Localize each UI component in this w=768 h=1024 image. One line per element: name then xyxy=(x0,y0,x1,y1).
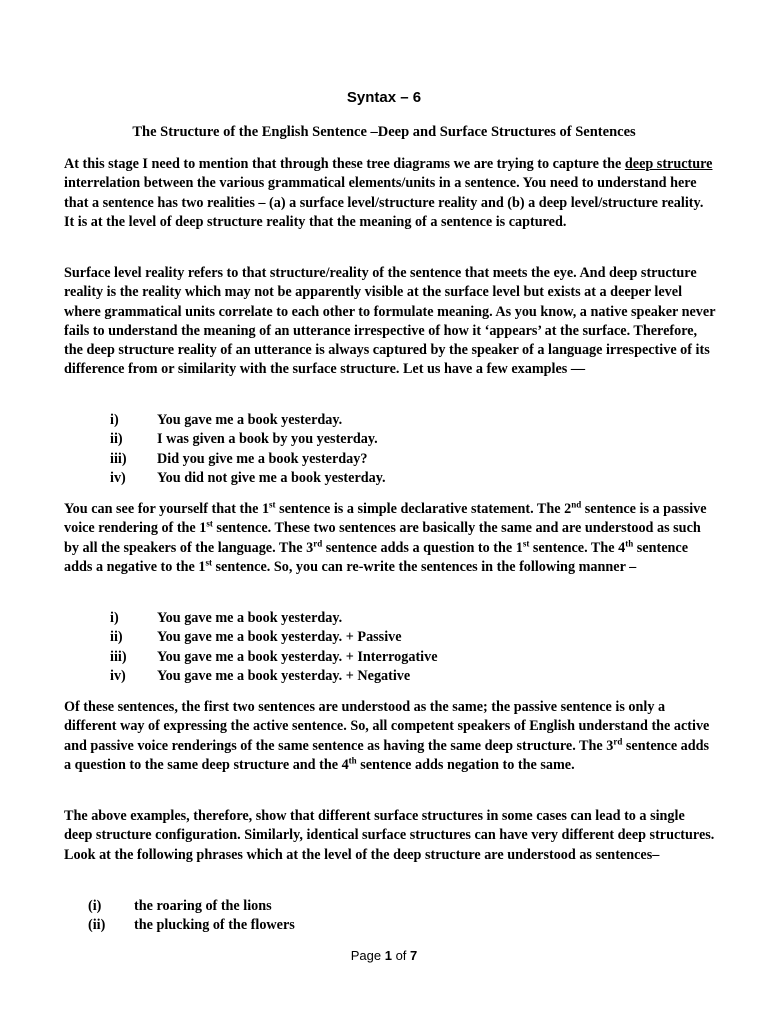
ordinal-suffix: st xyxy=(205,557,212,568)
underlined-term: deep structure xyxy=(624,156,713,172)
list-item-number: i) xyxy=(110,610,119,626)
paragraph-5-text: The above examples, therefore, show that different surface structures in some cases can lead to a single deep structure configuration. Similarly, identical surface structures can have very different deep structures. Look at the following phrases which at the level of the deep structure are understood as sentences– xyxy=(64,808,715,863)
list-item xyxy=(110,450,386,469)
p3-seg: sentence is a passive voice rendering of the 1 xyxy=(64,501,707,537)
list-item-number: ii) xyxy=(110,431,123,448)
p3-seg: sentence. So, you can re-write the sentences in the following manner – xyxy=(211,558,637,575)
list-item xyxy=(88,897,295,916)
ordinal-suffix: st xyxy=(206,518,213,529)
list-item-text: You gave me a book yesterday. xyxy=(157,610,343,626)
list-item xyxy=(110,469,386,488)
example-list-3 xyxy=(88,897,295,936)
current-page-number: 1 xyxy=(384,948,392,963)
p4-seg: Of these sentences, the first two sentences are understood as the same; the passive sentence is only a different way of expressing the active sentence. So, all competent speakers of English understand the active and passive voice renderings of the same sentence as having the same deep structure. The 3 xyxy=(64,699,710,754)
paragraph-4 xyxy=(64,698,716,775)
list-item-text: the plucking of the flowers xyxy=(134,917,295,934)
ordinal-suffix: nd xyxy=(571,499,582,510)
list-item-text: You did not give me a book yesterday. xyxy=(157,469,386,486)
list-item-text: I was given a book by you yesterday. xyxy=(157,431,378,448)
paragraph-2 xyxy=(64,264,716,380)
list-item xyxy=(110,628,438,647)
list-item-text: You gave me a book yesterday. xyxy=(157,412,343,428)
list-item-text: the roaring of the lions xyxy=(134,898,272,914)
p3-seg: sentence is a simple declarative statement. The 2 xyxy=(275,501,572,517)
list-item-text: You gave me a book yesterday. + Negative xyxy=(157,667,411,684)
ordinal-suffix: th xyxy=(625,537,634,548)
list-item-number: i) xyxy=(110,412,119,428)
paragraph-5 xyxy=(64,807,716,865)
list-item-number: iii) xyxy=(110,648,127,665)
list-item xyxy=(110,430,386,449)
p3-seg: sentence adds a negative to the 1 xyxy=(64,539,688,575)
p3-seg: You can see for yourself that the 1 xyxy=(64,501,270,517)
list-item xyxy=(110,667,438,686)
list-item xyxy=(110,411,386,430)
page-footer xyxy=(0,948,768,963)
of-label: of xyxy=(395,948,407,963)
list-item-number: iv) xyxy=(110,469,126,486)
list-item-text: You gave me a book yesterday. + Interrogative xyxy=(157,648,438,665)
list-item-text: You gave me a book yesterday. + Passive xyxy=(157,629,402,646)
p3-seg: sentence. These two sentences are basically the same and are understood as such by all the speakers of the language. The 3 xyxy=(64,520,701,556)
paragraph-1 xyxy=(64,155,716,232)
list-item-text: Did you give me a book yesterday? xyxy=(157,450,368,467)
page-label: Page xyxy=(350,948,382,963)
list-item xyxy=(88,916,295,935)
document-subtitle: The Structure of the English Sentence –Deep and Surface Structures of Sentences xyxy=(132,124,636,140)
list-item xyxy=(110,648,438,667)
paragraph-3 xyxy=(64,500,716,577)
p4-seg: sentence adds negation to the same. xyxy=(356,756,575,773)
list-item-number: iv) xyxy=(110,667,126,684)
total-pages-number: 7 xyxy=(410,948,418,963)
list-item-number: (ii) xyxy=(88,917,106,934)
example-list-2 xyxy=(110,609,438,686)
paragraph-1-text-b: interrelation between the various grammatical elements/units in a sentence. You need to understand here that a sentence has two realities – (a) a surface level/structure reality and (b) a deep level/structure reality. It is at the level of deep structure reality that the meaning of a sentence is captured. xyxy=(64,175,704,230)
paragraph-1-text-a: At this stage I need to mention that through these tree diagrams we are trying to capture the xyxy=(64,156,625,172)
ordinal-suffix: st xyxy=(269,499,276,510)
p4-seg: sentence adds a question to the same deep structure and the 4 xyxy=(64,737,710,773)
example-list-1 xyxy=(110,411,386,488)
paragraph-2-text: Surface level reality refers to that structure/reality of the sentence that meets the eye. And deep structure reality is the reality which may not be apparently visible at the surface level but exists at a deeper level where grammatical units correlate to each other to formulate meaning. As you know, a native speaker never fails to understand the meaning of an utterance irrespective of how it ‘appears’ at the surface. Therefore, the deep structure reality of an utterance is always captured by the speaker of a language irrespective of its difference from or similarity with the surface structure. Let us have a few examples — xyxy=(64,265,716,378)
ordinal-suffix: st xyxy=(522,537,530,548)
ordinal-suffix: rd xyxy=(613,735,623,746)
document-title: Syntax – 6 xyxy=(346,89,422,106)
p3-seg: sentence. The 4 xyxy=(529,539,626,556)
list-item xyxy=(110,609,438,628)
ordinal-suffix: th xyxy=(348,755,357,766)
ordinal-suffix: rd xyxy=(313,537,323,548)
p3-seg: sentence adds a question to the 1 xyxy=(322,539,523,556)
list-item-number: (i) xyxy=(88,898,102,914)
list-item-number: iii) xyxy=(110,450,127,467)
list-item-number: ii) xyxy=(110,629,123,646)
